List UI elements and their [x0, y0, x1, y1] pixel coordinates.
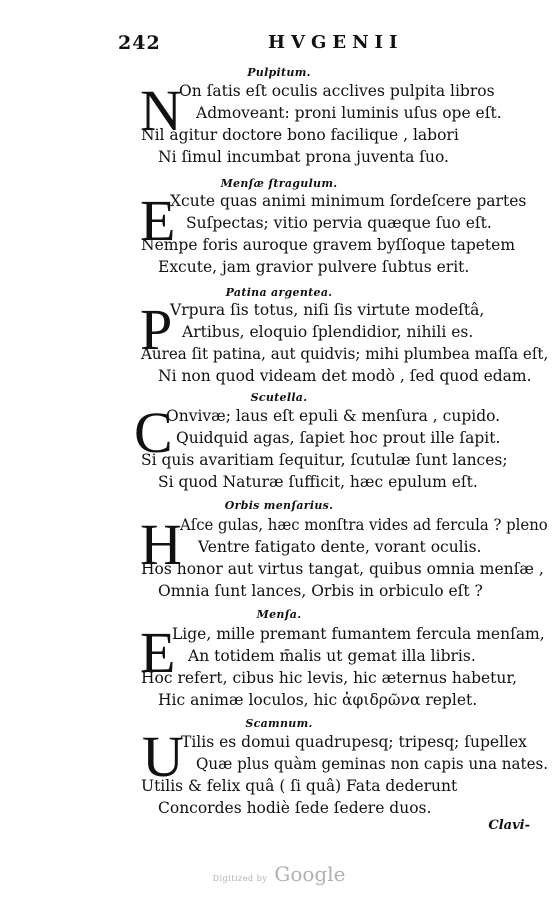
digitized-watermark [0, 862, 558, 886]
verse-line: Omnia ſunt lances, Orbis in orbiculo eſt ? [158, 582, 483, 600]
poem-title: Scamnum. [245, 717, 313, 730]
drop-initial: E [140, 620, 176, 685]
verse-line: Tilis es domui quadrupesq; tripesq; ſupellex [181, 733, 527, 751]
drop-initial: C [134, 400, 173, 465]
verse-line: Hos honor aut virtus tangat, quibus omnia menſæ , [141, 560, 544, 578]
drop-initial: P [140, 297, 173, 362]
poem-title: Scutella. [250, 391, 308, 404]
google-logo: Google [274, 862, 346, 886]
verse-line: Nil agitur doctore bono facilique , labori [141, 126, 459, 144]
verse-line: Ventre fatigato dente, vorant oculis. [198, 538, 482, 556]
poem-title: Pulpitum. [247, 66, 311, 79]
poem-title: Orbis menſarius. [224, 499, 334, 512]
page-header [118, 28, 478, 58]
verse-line: Si quis avaritiam ſequitur, ſcutulæ ſunt lances; [141, 451, 508, 469]
verse-line: Artibus, eloquio ſplendidior, nihili es. [182, 323, 474, 341]
page-number: 242 [118, 32, 161, 54]
verse-line: Aurea ſit patina, aut quidvis; mihi plumbea maſſa eſt, [141, 345, 549, 363]
verse-line: On ſatis eſt oculis acclives pulpita libros [179, 82, 495, 100]
poem-title: Menſæ ſtragulum. [220, 177, 338, 190]
verse-line: Aſce gulas, hæc monſtra vides ad fercula ? pleno [180, 516, 548, 534]
verse-line: Quidquid agas, ſapiet hoc prout ille ſapit. [176, 429, 501, 447]
drop-initial: E [140, 188, 176, 253]
verse-line: Concordes hodiè ſede ſedere duos. [158, 799, 432, 817]
catchword: Clavi- [488, 818, 530, 833]
verse-line: Ni ſimul incumbat prona juventa ſuo. [158, 148, 449, 166]
verse-line: Hoc refert, cibus hic levis, hic æternus habetur, [141, 669, 518, 687]
verse-line: Xcute quas animi minimum ſordeſcere partes [170, 192, 527, 210]
verse-line: Vrpura ſis totus, niſi ſis virtute modeſtâ, [170, 301, 485, 319]
verse-line: Admoveant: proni luminis uſus ope eſt. [196, 104, 502, 122]
drop-initial: N [140, 78, 182, 143]
verse-line: Lige, mille premant fumantem fercula menſam, [172, 625, 545, 643]
verse-line: Onvivæ; laus eſt epuli & menſura , cupido. [166, 407, 501, 425]
poem-title: Patina argentea. [225, 286, 333, 299]
verse-line: Excute, jam gravior pulvere ſubtus erit. [158, 258, 470, 276]
running-head: HVGENII [268, 32, 404, 53]
verse-line: Utilis & felix quâ ( ſi quâ) Fata dederunt [141, 777, 458, 795]
poem-title: Menſa. [256, 608, 302, 621]
drop-initial: U [142, 724, 184, 789]
verse-line: Si quod Naturæ ſufficit, hæc epulum eſt. [158, 473, 478, 491]
verse-line: Ni non quod videam det modò , ſed quod edam. [158, 367, 532, 385]
verse-line: Suſpectas; vitio pervia quæque ſuo eſt. [186, 214, 492, 232]
verse-line: An totidem m̄alis ut gemat illa libris. [188, 647, 476, 665]
drop-initial: H [140, 512, 182, 577]
digitized-label: Digitized by [212, 874, 268, 883]
verse-line: Hic animæ loculos, hic ἀφιδρῶνα replet. [158, 691, 478, 709]
verse-line: Nempe foris auroque gravem byſſoque tapetem [141, 236, 516, 254]
verse-line: Quæ plus quàm geminas non capis una nates. [196, 755, 549, 773]
